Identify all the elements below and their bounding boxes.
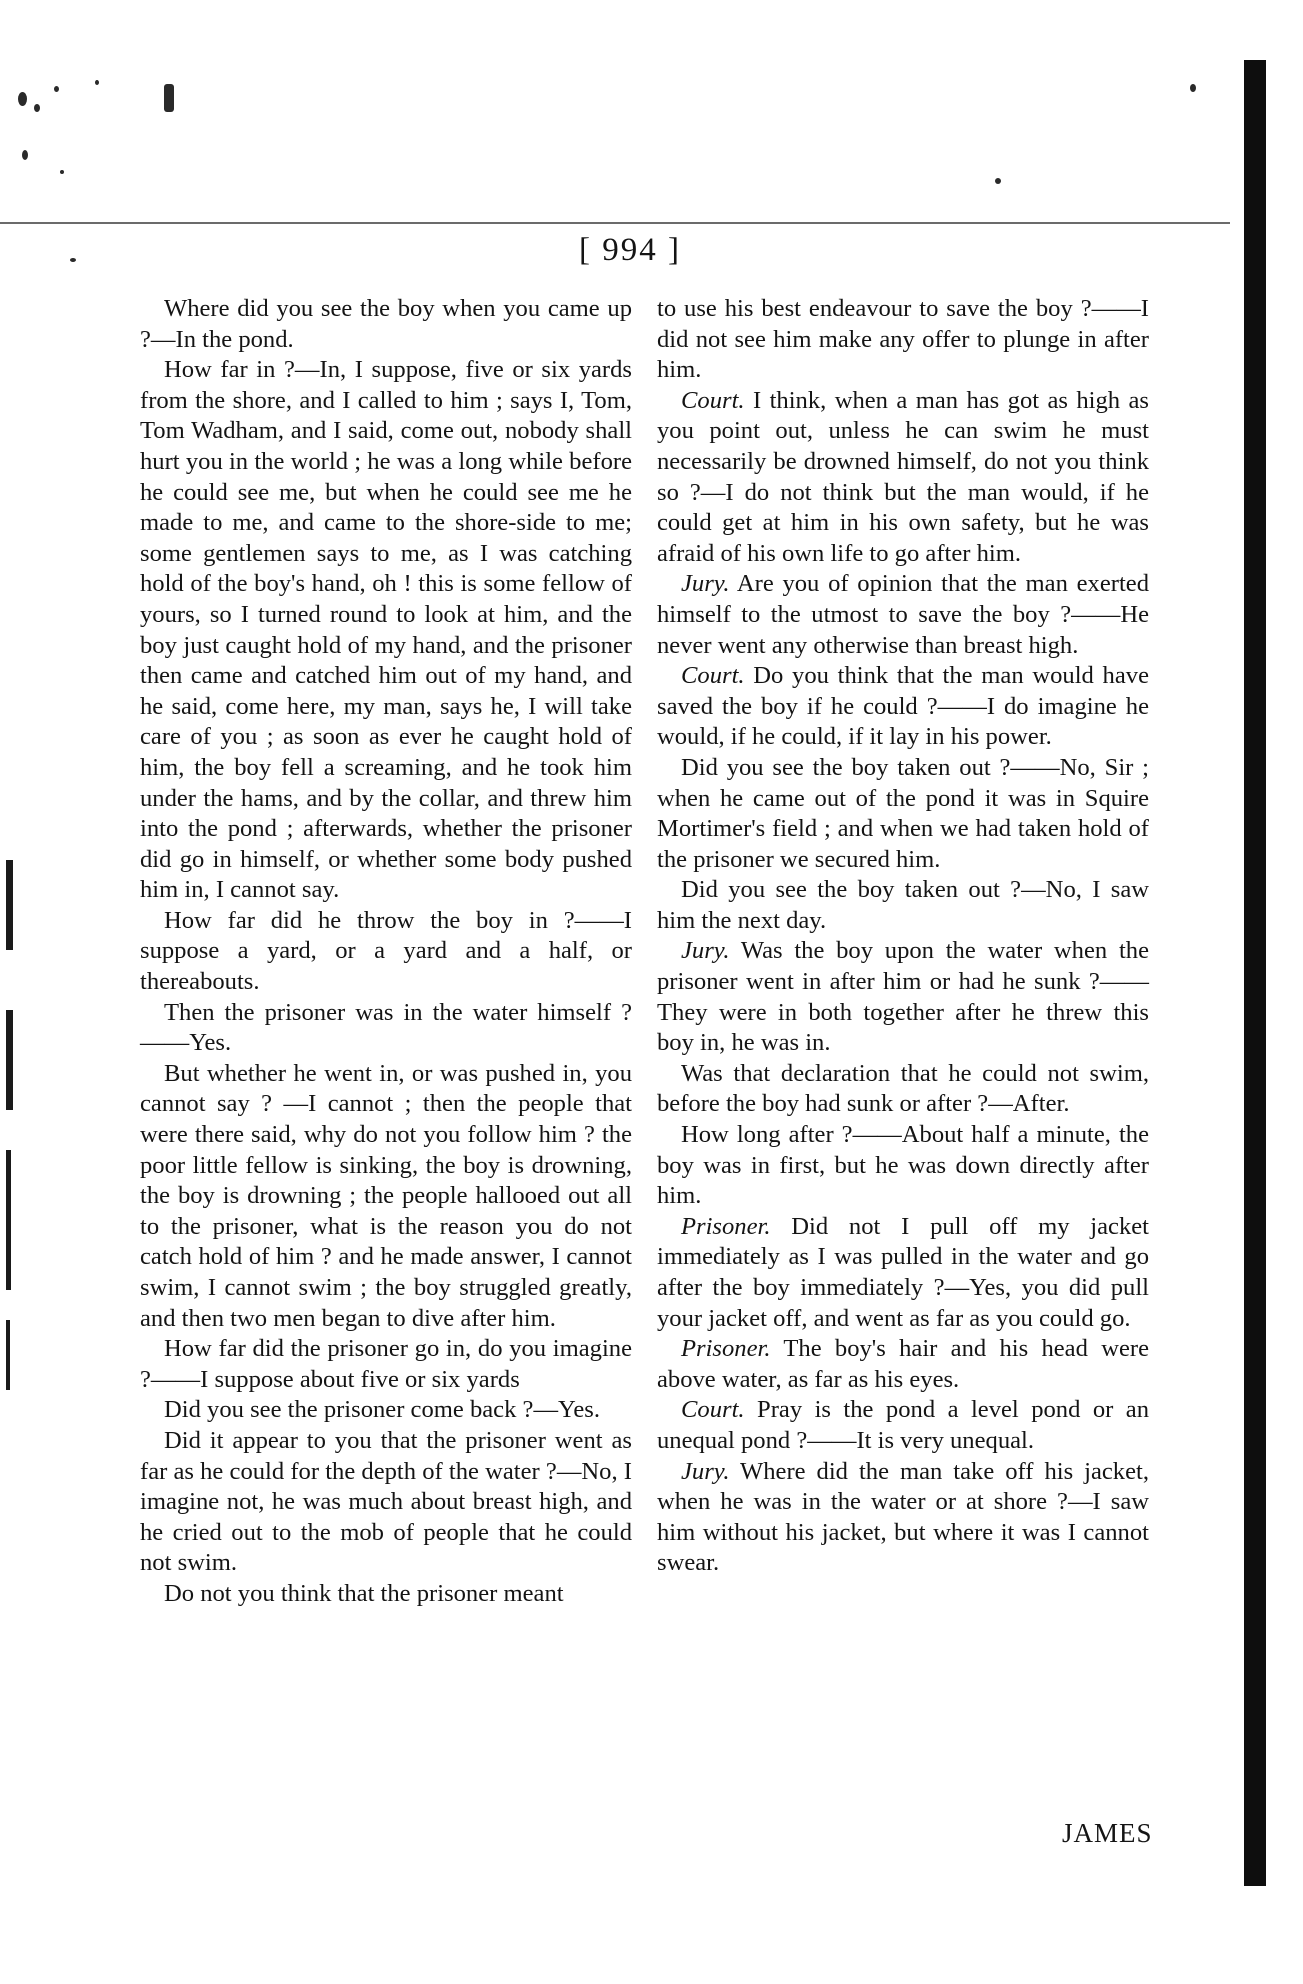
speaker-label: Court. — [681, 386, 745, 414]
edge-mark — [6, 1010, 13, 1110]
paragraph-text: Do you think that the man would have saved the boy if he could ?——I do imagine he would, if he could, if it lay in his power. — [657, 662, 1149, 751]
paragraph — [657, 753, 1149, 875]
paragraph — [140, 355, 632, 906]
paragraph-text: How far did the prisoner go in, do you imagine ?——I suppose about five or six yards — [140, 1335, 632, 1393]
paragraph — [140, 998, 632, 1059]
paragraph-text: Did you see the boy taken out ?——No, Sir ; when he came out of the pond it was in Squire Mortimer's field ; and when we had taken hold of the prisoner we secured him. — [657, 753, 1149, 873]
paragraph-text: How long after ?——About half a minute, the boy was in first, but he was down directly after him. — [657, 1121, 1149, 1210]
paragraph-text: Pray is the pond a level pond or an unequal pond ?——It is very unequal. — [657, 1396, 1149, 1454]
paragraph-text: Where did the man take off his jacket, when he was in the water or at shore ?—I saw him without his jacket, but where it was I cannot swear. — [657, 1457, 1149, 1577]
paragraph — [140, 1426, 632, 1579]
speaker-label: Jury. — [681, 570, 730, 598]
paragraph-text: I think, when a man has got as high as you point out, unless he can swim he must necessarily be drowned himself, do not you think so ?—I do not think but the man would, if he could get at him in his own safety, but he was afraid of his own life to go after him. — [657, 386, 1149, 567]
paragraph-text: How far did he throw the boy in ?——I suppose a yard, or a yard and a half, or thereabouts. — [140, 906, 632, 996]
speaker-label: Prisoner. — [681, 1212, 771, 1240]
paragraph — [657, 294, 1149, 386]
paragraph-text: How far in ?—In, I suppose, five or six yards from the shore, and I called to him ; says I, Tom, Tom Wadham, and I said, come out, nobody shall hurt you in the world ; he was a long while before he could see me, but when he could see me he made to me, and came to the shore-side to me; some gentlemen says to me, as I was catching hold of the boy's hand, oh ! this is some fellow of yours, so I turned round to look at him, and the boy just caught hold of my hand, and the prisoner then came and catched him out of my hand, and he said, come here, my man, says he, I will take care of you ; as soon as ever he caught hold of him, the boy fell a screaming, and he took him under the hams, and by the collar, and threw him into the pond ; afterwards, whether the prisoner did go in himself, or whether some body pushed him in, I cannot say. — [140, 356, 632, 904]
speaker-label: Prisoner. — [681, 1335, 771, 1363]
right-column — [657, 294, 1149, 1579]
paragraph — [140, 294, 632, 355]
paragraph — [657, 1120, 1149, 1212]
left-column — [140, 294, 632, 1610]
speaker-label: Jury. — [681, 937, 730, 965]
speaker-label: Jury. — [681, 1457, 730, 1485]
paragraph-text: Was the boy upon the water when the prisoner went in after him or had he sunk ?——They were in both together after he threw this boy in, he was in. — [657, 937, 1149, 1057]
paragraph-text: Then the prisoner was in the water himself ?——Yes. — [140, 998, 632, 1057]
paragraph — [657, 875, 1149, 936]
paragraph — [140, 906, 632, 998]
speaker-label: Court. — [681, 662, 745, 690]
paragraph — [657, 569, 1149, 661]
page-number: [ 994 ] — [579, 232, 681, 268]
paragraph — [657, 661, 1149, 753]
paragraph — [657, 386, 1149, 570]
paragraph-text: Did not I pull off my jacket immediately as I was pulled in the water and go after the boy immediately ?—Yes, you did pull your jacket off, and went as far as you could go. — [657, 1212, 1149, 1332]
paragraph — [657, 1212, 1149, 1334]
paragraph — [657, 1059, 1149, 1120]
paragraph — [657, 1395, 1149, 1456]
paragraph — [140, 1334, 632, 1395]
paragraph-text: Are you of opinion that the man exerted himself to the utmost to save the boy ?——He never went any otherwise than breast high. — [657, 570, 1149, 659]
paragraph-text: Did it appear to you that the prisoner went as far as he could for the depth of the water ?—No, I imagine not, he was much about breast high, and he cried out to the mob of people that he could not swim. — [140, 1426, 632, 1577]
top-rule — [0, 222, 1230, 224]
paragraph — [140, 1395, 632, 1426]
paragraph-text: to use his best endeavour to save the boy ?——I did not see him make any offer to plunge in after him. — [657, 295, 1149, 384]
paragraph — [657, 1334, 1149, 1395]
binding-edge — [1244, 60, 1266, 1886]
paragraph — [657, 1457, 1149, 1579]
paragraph-text: But whether he went in, or was pushed in, you cannot say ? —I cannot ; then the people that were there said, why do not you follow him ? the poor little fellow is sinking, the boy is drowning, the boy is drowning ; the people hallooed out all to the prisoner, what is the reason you do not catch hold of him ? and he made answer, I cannot swim, I cannot swim ; the boy struggled greatly, and then two men began to dive after him. — [140, 1059, 632, 1332]
paragraph-text: The boy's hair and his head were above water, as far as his eyes. — [657, 1335, 1149, 1393]
edge-mark — [6, 860, 13, 950]
paragraph-text: Where did you see the boy when you came up ?—In the pond. — [140, 295, 632, 353]
paragraph-text: Was that declaration that he could not swim, before the boy had sunk or after ?—After. — [657, 1059, 1149, 1118]
edge-mark — [6, 1320, 10, 1390]
paragraph-text: Did you see the prisoner come back ?—Yes. — [164, 1396, 600, 1424]
edge-mark — [6, 1150, 11, 1290]
paragraph — [140, 1579, 632, 1610]
paragraph — [657, 936, 1149, 1058]
paragraph — [140, 1059, 632, 1334]
speaker-label: Court. — [681, 1396, 745, 1424]
paragraph-text: Did you see the boy taken out ?—No, I saw him the next day. — [657, 876, 1149, 934]
paragraph-text: Do not you think that the prisoner meant — [164, 1579, 564, 1607]
catchword: JAMES — [1062, 1818, 1153, 1848]
